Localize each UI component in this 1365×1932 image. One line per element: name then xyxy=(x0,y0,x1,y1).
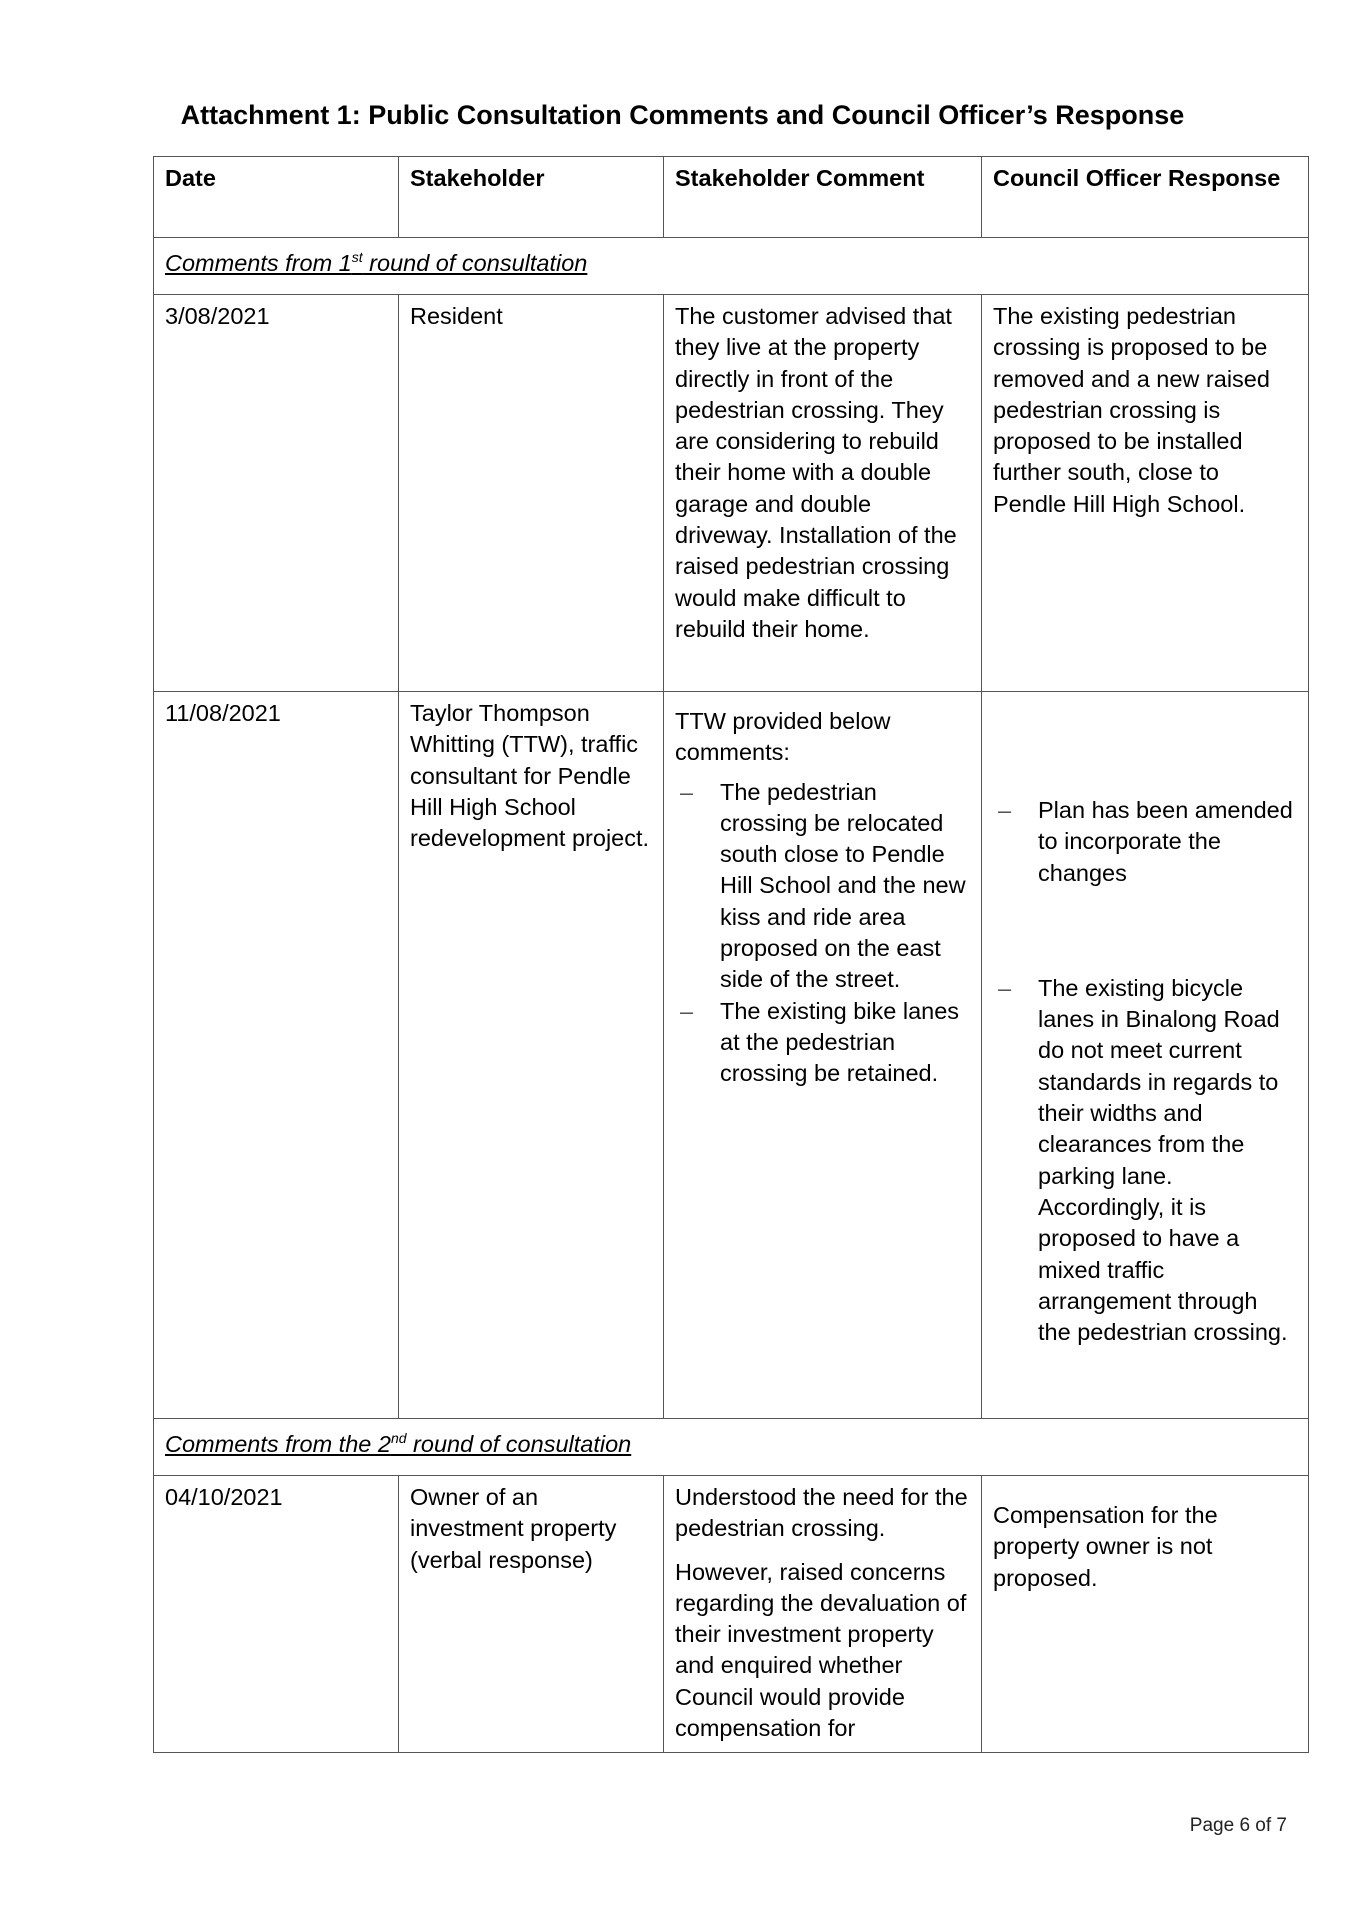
row-stakeholder: Owner of an investment property (verbal response) xyxy=(399,1476,664,1753)
table-header-row xyxy=(154,157,1309,238)
page-number: Page 6 of 7 xyxy=(1189,1815,1287,1836)
comment-intro: TTW provided below comments: xyxy=(675,708,891,766)
consultation-table xyxy=(153,156,1309,1753)
row-response: The existing pedestrian crossing is proposed to be removed and a new raised pedestrian crossing is proposed to be installed further south, close to Pendle Hill High School. xyxy=(982,295,1309,692)
table-row xyxy=(154,295,1309,692)
row-comment: The customer advised that they live at the property directly in front of the pedestrian crossing. They are considering to rebuild their home with a double garage and double driveway. Installation of the raised pedestrian crossing would make difficult to rebuild their home. xyxy=(664,295,982,692)
row-comment xyxy=(664,692,982,1419)
list-item: – The existing bicycle lanes in Binalong Road do not meet current standards in regards to their widths and clearances from the parking lane. Accordingly, it is proposed to have a mixed traffic arrangement through the pedestrian crossing. xyxy=(993,973,1296,1349)
header-stakeholder-comment: Stakeholder Comment xyxy=(664,157,982,238)
page-title: Attachment 1: Public Consultation Comments and Council Officer’s Response xyxy=(180,100,1185,130)
header-stakeholder: Stakeholder xyxy=(399,157,664,238)
row-date: 11/08/2021 xyxy=(154,692,399,1419)
round-2-heading-row xyxy=(154,1419,1309,1476)
round-1-heading-row xyxy=(154,238,1309,295)
response-text: Compensation for the property owner is not proposed. xyxy=(993,1502,1218,1591)
comment-paragraph: Understood the need for the pedestrian crossing. xyxy=(675,1484,968,1542)
row-date: 04/10/2021 xyxy=(154,1476,399,1753)
row-comment xyxy=(664,1476,982,1753)
round-1-heading: Comments from 1st round of consultation xyxy=(154,238,1309,295)
list-item: – The pedestrian crossing be relocated south close to Pendle Hill School and the new kiss and ride area proposed on the east side of the street. xyxy=(675,777,969,996)
row-response xyxy=(982,1476,1309,1753)
row-stakeholder: Taylor Thompson Whitting (TTW), traffic consultant for Pendle Hill High School redevelopment project. xyxy=(399,692,664,1419)
row-date: 3/08/2021 xyxy=(154,295,399,692)
row-response xyxy=(982,692,1309,1419)
round-2-heading: Comments from the 2nd round of consultation xyxy=(154,1419,1309,1476)
comment-paragraph: However, raised concerns regarding the devaluation of their investment property and enquired whether Council would provide compensation for xyxy=(675,1558,967,1742)
row-stakeholder: Resident xyxy=(399,295,664,692)
response-points xyxy=(993,795,1296,1348)
list-item: – The existing bike lanes at the pedestrian crossing be retained. xyxy=(675,996,969,1090)
list-item: – Plan has been amended to incorporate the changes xyxy=(993,795,1296,889)
table-row xyxy=(154,692,1309,1419)
header-date: Date xyxy=(154,157,399,238)
header-council-officer-response: Council Officer Response xyxy=(982,157,1309,238)
table-row xyxy=(154,1476,1309,1753)
comment-points xyxy=(675,777,969,1090)
